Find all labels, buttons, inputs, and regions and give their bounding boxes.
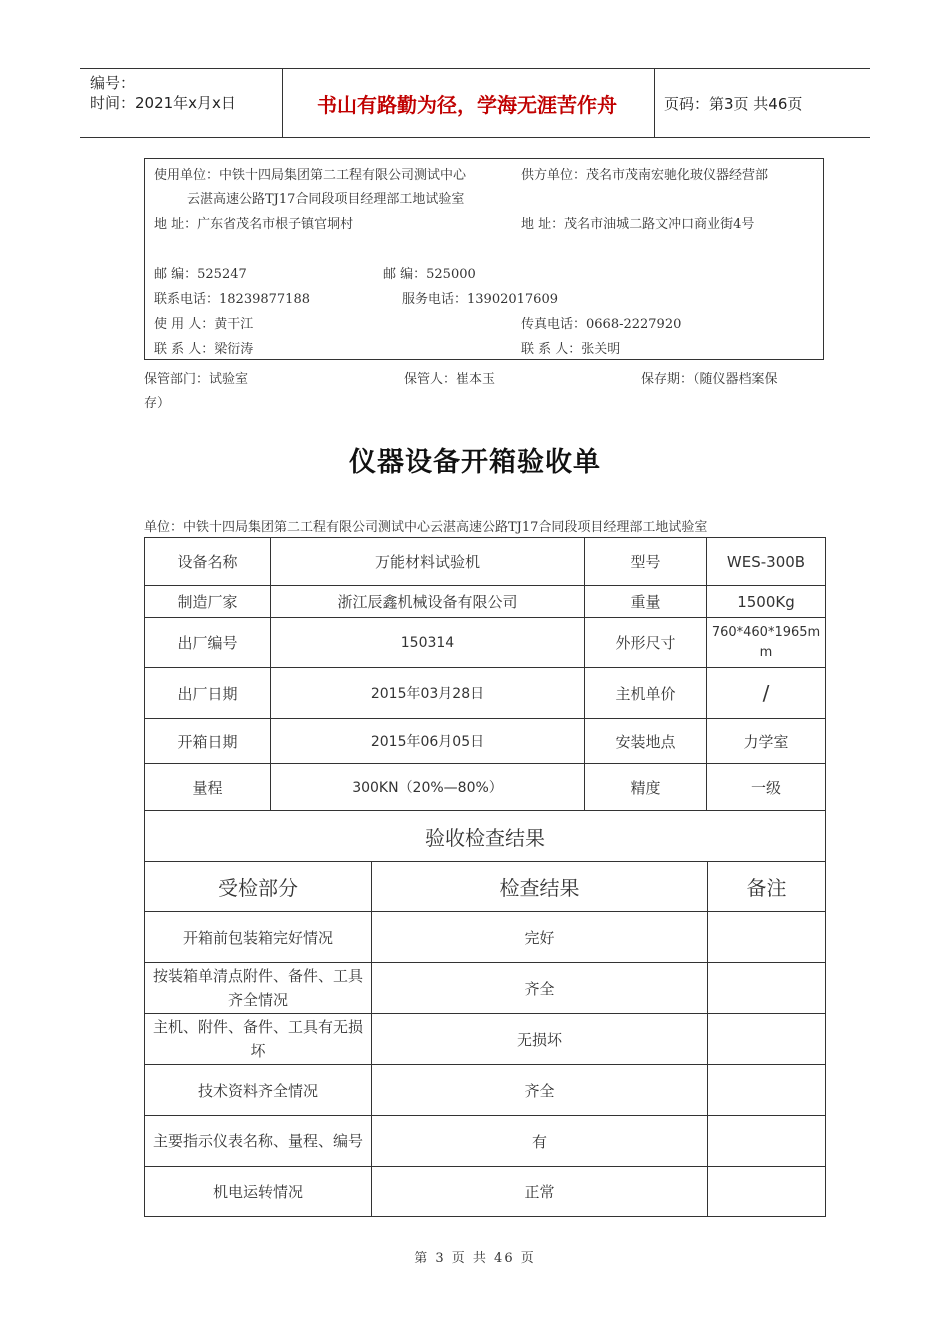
inspection-part: 主机、附件、备件、工具有无损坏	[145, 1014, 372, 1065]
unit-info-box	[144, 158, 824, 360]
equipment-table	[144, 537, 826, 811]
inspection-note	[708, 963, 826, 1014]
size-label: 外形尺寸	[585, 618, 707, 668]
page-footer: 第 3 页 共 46 页	[414, 1251, 536, 1266]
table-row	[145, 586, 826, 618]
fax-number: 传真电话：0668-2227920	[521, 317, 682, 332]
range-label: 量程	[145, 764, 271, 811]
document-title: 仪器设备开箱验收单	[349, 447, 601, 478]
supplier-unit: 供方单位：茂名市茂南宏驰化玻仪器经营部	[521, 168, 769, 183]
equipment-name: 万能材料试验机	[271, 538, 585, 586]
inspection-result: 无损坏	[372, 1014, 708, 1065]
time-label: 时间：2021年x月x日	[90, 94, 236, 112]
inspection-table	[144, 810, 826, 1217]
inspection-note	[708, 912, 826, 963]
header-meta	[90, 73, 236, 113]
keeping-period-cont: 存）	[144, 396, 171, 411]
price-label: 主机单价	[585, 668, 707, 719]
table-row	[145, 764, 826, 811]
inspection-result: 有	[372, 1116, 708, 1167]
model-label: 型号	[585, 538, 707, 586]
inspection-part: 机电运转情况	[145, 1167, 372, 1217]
supplier-address: 地 址：茂名市油城二路文冲口商业街4号	[521, 217, 755, 232]
maker-value: 浙江辰鑫机械设备有限公司	[271, 586, 585, 618]
equipment-name-label: 设备名称	[145, 538, 271, 586]
location-label: 安装地点	[585, 719, 707, 764]
table-row	[145, 862, 826, 912]
user-unit-line-2: 云湛高速公路TJ17合同段项目经理部工地试验室	[187, 192, 465, 207]
column-header-part: 受检部分	[145, 862, 372, 912]
inspection-part: 主要指示仪表名称、量程、编号	[145, 1116, 372, 1167]
inspection-note	[708, 1014, 826, 1065]
keeping-department: 保管部门：试验室	[144, 372, 249, 387]
user-unit-line-1: 使用单位：中铁十四局集团第二工程有限公司测试中心	[154, 168, 467, 183]
accuracy-value: 一级	[707, 764, 826, 811]
contact-phone: 联系电话：18239877188	[154, 292, 310, 307]
serial-value: 150314	[271, 618, 585, 668]
open-date-label: 开箱日期	[145, 719, 271, 764]
table-row	[145, 1065, 826, 1116]
table-row	[145, 912, 826, 963]
factory-date-value: 2015年03月28日	[271, 668, 585, 719]
header-page-info: 页码：第3页 共46页	[664, 94, 803, 113]
inspection-note	[708, 1065, 826, 1116]
inspection-result: 完好	[372, 912, 708, 963]
table-row	[145, 1014, 826, 1065]
keeper-name: 保管人：崔本玉	[404, 372, 496, 387]
supplier-postcode: 邮 编：525000	[383, 267, 476, 282]
inspection-part: 开箱前包装箱完好情况	[145, 912, 372, 963]
model-value: WES-300B	[707, 538, 826, 586]
user-address: 地 址：广东省茂名市根子镇官垌村	[154, 217, 354, 232]
table-row	[145, 1116, 826, 1167]
open-date-value: 2015年06月05日	[271, 719, 585, 764]
table-row	[145, 963, 826, 1014]
header-motto: 书山有路勤为径，学海无涯苦作舟	[317, 92, 617, 117]
size-value: 760*460*1965mm	[707, 618, 826, 668]
inspection-result: 齐全	[372, 1065, 708, 1116]
table-row	[145, 538, 826, 586]
user-contact: 联 系 人：梁衍涛	[154, 342, 254, 357]
inspection-note	[708, 1167, 826, 1217]
header-divider	[654, 69, 655, 137]
column-header-note: 备注	[708, 862, 826, 912]
number-label: 编号：	[90, 74, 136, 92]
inspection-note	[708, 1116, 826, 1167]
keeping-period: 保存期：（随仪器档案保	[641, 372, 778, 387]
inspection-result: 齐全	[372, 963, 708, 1014]
price-value: /	[707, 668, 826, 719]
table-row	[145, 618, 826, 668]
location-value: 力学室	[707, 719, 826, 764]
table-row	[145, 719, 826, 764]
inspection-result: 正常	[372, 1167, 708, 1217]
column-header-result: 检查结果	[372, 862, 708, 912]
inspection-heading: 验收检查结果	[145, 811, 826, 862]
weight-value: 1500Kg	[707, 586, 826, 618]
user-postcode: 邮 编：525247	[154, 267, 247, 282]
unit-line: 单位：中铁十四局集团第二工程有限公司测试中心云湛高速公路TJ17合同段项目经理部工地试验室	[144, 520, 708, 535]
user-name: 使 用 人：黄干江	[154, 317, 254, 332]
accuracy-label: 精度	[585, 764, 707, 811]
serial-label: 出厂编号	[145, 618, 271, 668]
table-row	[145, 668, 826, 719]
weight-label: 重量	[585, 586, 707, 618]
inspection-part: 技术资料齐全情况	[145, 1065, 372, 1116]
service-phone: 服务电话：13902017609	[402, 292, 558, 307]
supplier-contact: 联 系 人：张关明	[521, 342, 621, 357]
table-row	[145, 811, 826, 862]
page-header	[80, 68, 870, 138]
factory-date-label: 出厂日期	[145, 668, 271, 719]
range-value: 300KN（20%—80%）	[271, 764, 585, 811]
table-row	[145, 1167, 826, 1217]
inspection-part: 按装箱单清点附件、备件、工具齐全情况	[145, 963, 372, 1014]
maker-label: 制造厂家	[145, 586, 271, 618]
